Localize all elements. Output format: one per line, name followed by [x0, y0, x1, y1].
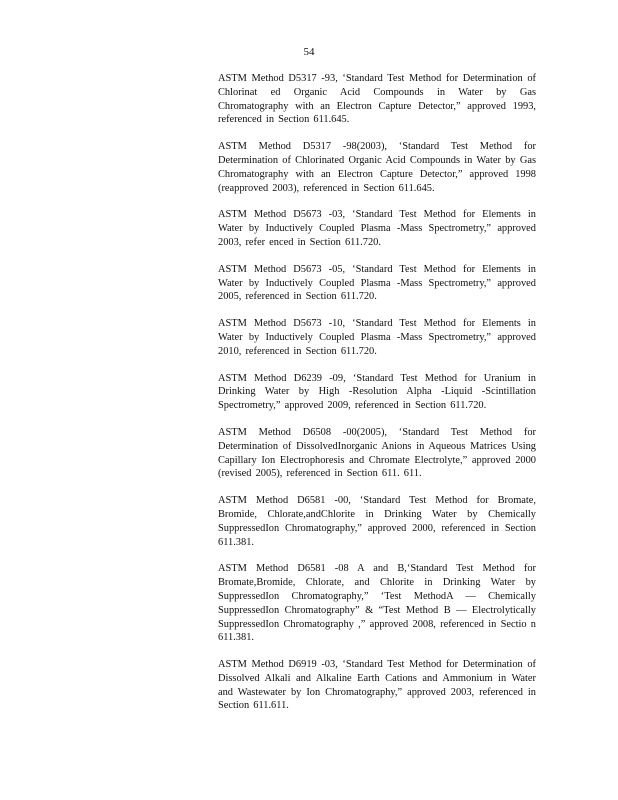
reference-text: ASTM Method D5673 -10, ‘Standard Test Method for Elements in Water by Inductively Coupled Plasma -Mass Spectrometry,” approved 2010, referenced in Section 611.720. — [218, 318, 536, 357]
reference-list — [218, 72, 536, 726]
reference-entry — [218, 208, 536, 249]
reference-text: ASTM Method D6239 -09, ‘Standard Test Method for Uranium in Drinking Water by High -Resolution Alpha -Liquid -Scintillation Spectrometry,” approved 2009, referenced in Section 611.720. — [218, 372, 536, 412]
reference-text: ASTM Method D5673 -05, ‘Standard Test Method for Elements in Water by Inductively Coupled Plasma -Mass Spectrometry,” approved 2005, referenced in Section 611.720. — [218, 263, 536, 303]
reference-text: ASTM Method D6581 -08 A and B,‘Standard Test Method for Bromate,Bromide, Chlorate, and Chlorite in Drinking Water by SuppressedIon Chromatography,” ‘Test MethodA — Chemically SuppressedIon Chromatography” & “Test Method B — Electrolytically SuppressedIon Chromatography ,” approved 2008, referenced in Sectio n 611.381. — [218, 563, 536, 644]
reference-text: ASTM Method D5317 -93, ‘Standard Test Method for Determination of Chlorinat ed Organic Acid Compounds in Water by Gas Chromatography with an Electron Capture Detector,” approved 1993, referenced in Section 611.645. — [218, 73, 536, 126]
reference-entry — [218, 140, 536, 195]
reference-entry — [218, 426, 536, 481]
reference-text: ASTM Method D6919 -03, ‘Standard Test Method for Determination of Dissolved Alkali and Alkaline Earth Cations and Ammonium in Water and Wastewater by Ion Chromatography,” approved 2003, referenced in Section 611.611. — [218, 659, 536, 712]
reference-entry — [218, 263, 536, 304]
reference-entry — [218, 562, 536, 645]
reference-text: ASTM Method D6581 -00, ‘Standard Test Method for Bromate, Bromide, Chlorate,andChlorite in Drinking Water by Chemically SuppressedIon Chromatography,” approved 2000, referenced in Section 611.381. — [218, 495, 536, 548]
reference-entry — [218, 494, 536, 549]
reference-entry — [218, 72, 536, 127]
reference-text: ASTM Method D5317 -98(2003), ‘Standard Test Method for Determination of Chlorinated Organic Acid Compounds in Water by Gas Chromatography with an Electron Capture Detector,” approved 1998 (reapproved 2003), referenced in Section 611.645. — [218, 141, 536, 194]
reference-entry — [218, 658, 536, 713]
reference-text: ASTM Method D5673 -03, ‘Standard Test Method for Elements in Water by Inductively Coupled Plasma -Mass Spectrometry,” approved 2003, refer enced in Section 611.720. — [218, 209, 536, 248]
reference-entry — [218, 317, 536, 358]
reference-text: ASTM Method D6508 -00(2005), ‘Standard Test Method for Determination of DissolvedInorganic Anions in Aqueous Matrices Using Capillary Ion Electrophoresis and Chromate Electrolyte,” approved 2000 (revised 2005), referenced in Section 611. 611. — [218, 426, 536, 480]
reference-entry — [218, 372, 536, 413]
page-number: 54 — [303, 46, 315, 58]
